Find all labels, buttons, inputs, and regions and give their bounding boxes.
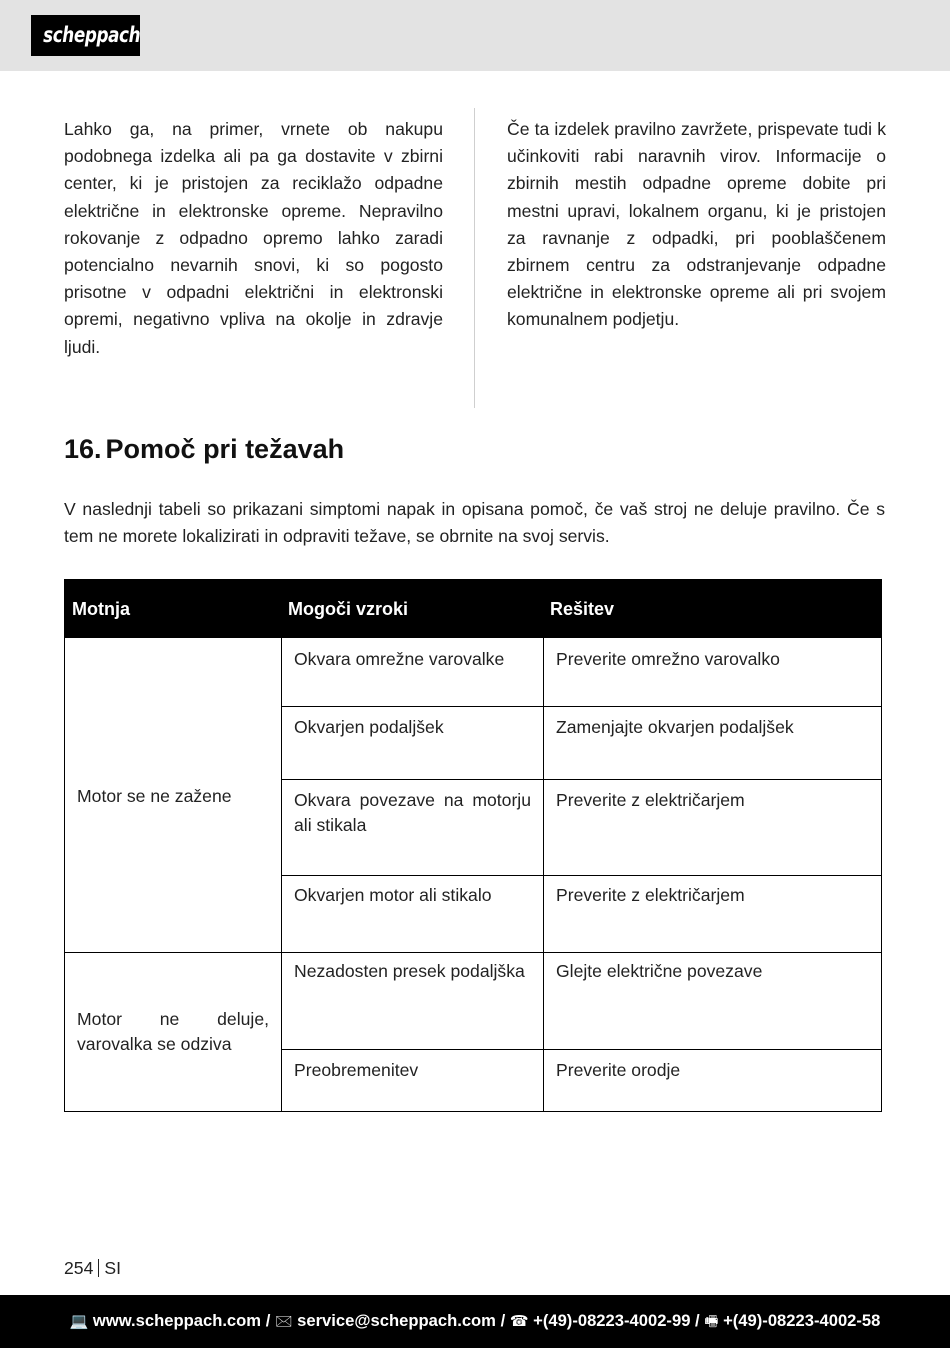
page-footer: 💻 www.scheppach.com / 🖂 service@scheppach.com / ☎ +(49)-08223-4002-99 / 🖷 +(49)-08223-4002-58 — [0, 1295, 950, 1348]
header-solution: Rešitev — [550, 599, 615, 619]
phone-icon: ☎ — [509, 1313, 529, 1330]
cause-cell: Okvara omrežne varovalke — [282, 638, 544, 707]
cause-cell: Okvarjen motor ali stikalo — [282, 876, 544, 953]
computer-icon: 💻 — [69, 1313, 89, 1330]
solution-cell: Zamenjajte okvarjen podaljšek — [544, 707, 882, 780]
problem-cell: Motor se ne zažene — [64, 638, 282, 953]
website-link[interactable]: www.scheppach.com — [92, 1311, 262, 1330]
right-column-text: Če ta izdelek pravilno zavržete, prispevate tudi k učinkoviti rabi naravnih virov. Informacije o zbirnih mestih odpadne opreme dobite pri mestni upravi, lokalnem organu, ki je pristojen za ravnanje z odpadki, pri pooblaščenem zbirnem centru za odstranjevanje odpadne električne in elektronske opreme ali pri svojem komunalnem podjetju. — [507, 119, 886, 330]
header-problem: Motnja — [72, 599, 130, 619]
solution-cell: Glejte električne povezave — [544, 953, 882, 1050]
fax-icon: 🖷 — [704, 1313, 719, 1330]
section-number: 16. — [64, 434, 102, 464]
cause-cell: Okvarjen podaljšek — [282, 707, 544, 780]
section-title: Pomoč pri težavah — [105, 434, 345, 464]
phone-number: +(49)-08223-4002-99 — [533, 1311, 691, 1330]
solution-cell: Preverite orodje — [544, 1050, 882, 1112]
table-header-row — [64, 579, 882, 638]
solution-cell: Preverite z električarjem — [544, 876, 882, 953]
solution-cell: Preverite z električarjem — [544, 780, 882, 876]
cause-cell: Okvara povezave na motorju ali stikala — [282, 780, 544, 876]
mail-icon: 🖂 — [274, 1313, 293, 1330]
troubleshooting-table — [64, 579, 882, 1112]
left-column-text: Lahko ga, na primer, vrnete ob nakupu podobnega izdelka ali pa ga dostavite v zbirni center, ki je pristojen za reciklažo odpadne električne in elektronske opreme. Nepravilno rokovanje z odpadno opremo lahko zaradi potencialno nevarnih snovi, ki so pogosto prisotne v odpadni električni in elektronski opremi, negativno vpliva na okolje in zdravje ljudi. — [64, 119, 443, 357]
intro-paragraph: V naslednji tabeli so prikazani simptomi napak in opisana pomoč, če vaš stroj ne deluje pravilno. Če s tem ne morete lokalizirati in odpraviti težave, se obrnite na svoj servis. — [64, 499, 885, 546]
header-causes: Mogoči vzroki — [288, 599, 409, 619]
column-divider — [474, 108, 475, 408]
problem-cell: Motor ne deluje, varovalka se odziva — [64, 953, 282, 1112]
cause-cell: Preobremenitev — [282, 1050, 544, 1112]
page-number: 254 SI — [64, 1258, 121, 1278]
cause-cell: Nezadosten presek podaljška — [282, 953, 544, 1050]
fax-number: +(49)-08223-4002-58 — [723, 1311, 881, 1330]
page-header — [0, 0, 950, 71]
scheppach-logo: scheppach — [31, 15, 140, 56]
solution-cell: Preverite omrežno varovalko — [544, 638, 882, 707]
email-link[interactable]: service@scheppach.com — [297, 1311, 496, 1330]
section-heading — [64, 434, 344, 465]
